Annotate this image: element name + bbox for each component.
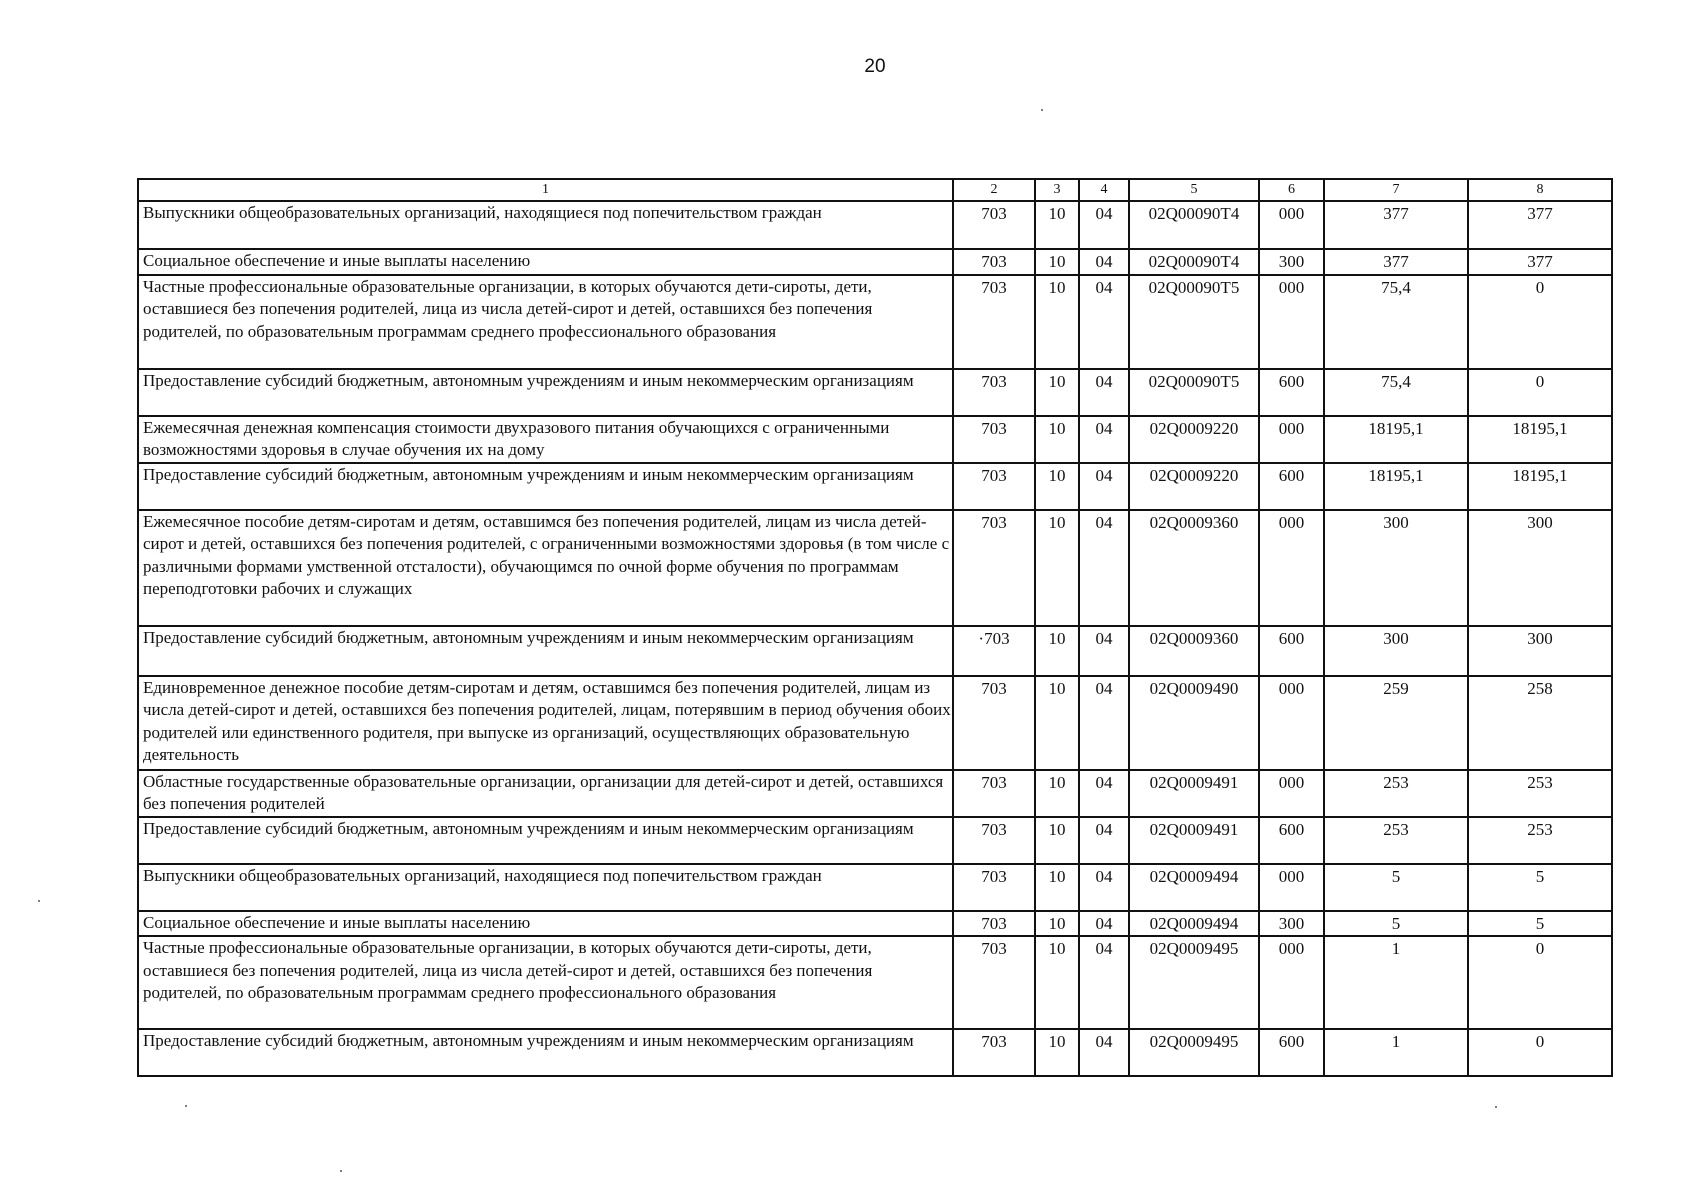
cell-value: 18195,1 — [1324, 416, 1468, 463]
cell-value: 02Q00090T5 — [1129, 369, 1259, 416]
cell-value: 0 — [1468, 936, 1612, 1029]
item-description: Предоставление субсидий бюджетным, автономным учреждениям и иным некоммерческим организациям — [138, 369, 953, 416]
cell-value: 000 — [1259, 676, 1324, 770]
cell-value: 02Q0009491 — [1129, 770, 1259, 817]
item-description: Частные профессиональные образовательные организации, в которых обучаются дети-сироты, дети, оставшиеся без попечения родителей, лица из числа детей-сирот и детей, оставшихся без попечения родителей, по образовательным программам среднего профессионального образования — [138, 275, 953, 369]
cell-value: 600 — [1259, 1029, 1324, 1076]
cell-value: 18195,1 — [1468, 416, 1612, 463]
column-header: 1 — [138, 179, 953, 201]
cell-value: 0 — [1468, 1029, 1612, 1076]
table-row — [138, 626, 1612, 676]
item-description: Частные профессиональные образовательные организации, в которых обучаются дети-сироты, дети, оставшиеся без попечения родителей, лица из числа детей-сирот и детей, оставшихся без попечения родителей, по образовательным программам среднего профессионального образования — [138, 936, 953, 1029]
cell-value: 703 — [953, 911, 1035, 937]
page-number: 20 — [864, 56, 886, 77]
cell-value: 300 — [1468, 626, 1612, 676]
cell-value: 1 — [1324, 936, 1468, 1029]
cell-value: 377 — [1324, 201, 1468, 249]
cell-value: 75,4 — [1324, 369, 1468, 416]
scan-speck — [38, 900, 40, 902]
cell-value: 04 — [1079, 817, 1129, 864]
table-row — [138, 201, 1612, 249]
cell-value: 02Q0009494 — [1129, 864, 1259, 911]
cell-value: 02Q0009495 — [1129, 936, 1259, 1029]
cell-value: 02Q0009495 — [1129, 1029, 1259, 1076]
cell-value: 04 — [1079, 275, 1129, 369]
table-row — [138, 864, 1612, 911]
cell-value: 703 — [953, 936, 1035, 1029]
cell-value: 75,4 — [1324, 275, 1468, 369]
cell-value: 04 — [1079, 864, 1129, 911]
table-header-row — [138, 179, 1612, 201]
item-description: Ежемесячное пособие детям-сиротам и детям, оставшимся без попечения родителей, лицам из числа детей-сирот и детей, оставшихся без попечения родителей, с ограниченными возможностями здоровья (в том числе с различными формами умственной отсталости), обучающимся по очной форме обучения по программам переподготовки рабочих и служащих — [138, 510, 953, 626]
scan-speck — [340, 1170, 342, 1172]
item-description: Единовременное денежное пособие детям-сиротам и детям, оставшимся без попечения родителей, лицам из числа детей-сирот и детей, оставшихся без попечения родителей, лицам, потерявшим в период обучения обоих родителей или единственного родителя, при выпуске из организаций, осуществляющих образовательную деятельность — [138, 676, 953, 770]
cell-value: 10 — [1035, 416, 1079, 463]
cell-value: 703 — [953, 201, 1035, 249]
cell-value: 000 — [1259, 864, 1324, 911]
cell-value: 253 — [1468, 770, 1612, 817]
cell-value: 02Q0009491 — [1129, 817, 1259, 864]
scan-speck — [1495, 1106, 1497, 1108]
cell-value: 18195,1 — [1468, 463, 1612, 510]
cell-value: 000 — [1259, 510, 1324, 626]
cell-value: 10 — [1035, 864, 1079, 911]
cell-value: 10 — [1035, 626, 1079, 676]
column-header: 6 — [1259, 179, 1324, 201]
table-row — [138, 510, 1612, 626]
cell-value: 000 — [1259, 275, 1324, 369]
cell-value: 5 — [1468, 911, 1612, 937]
cell-value: 300 — [1468, 510, 1612, 626]
cell-value: 259 — [1324, 676, 1468, 770]
table-row — [138, 369, 1612, 416]
cell-value: 10 — [1035, 1029, 1079, 1076]
cell-value: 703 — [953, 676, 1035, 770]
cell-value: 253 — [1324, 770, 1468, 817]
cell-value: 10 — [1035, 510, 1079, 626]
scan-speck — [1041, 109, 1043, 111]
cell-value: 10 — [1035, 817, 1079, 864]
item-description: Выпускники общеобразовательных организаций, находящиеся под попечительством граждан — [138, 201, 953, 249]
cell-value: 10 — [1035, 249, 1079, 275]
column-header: 7 — [1324, 179, 1468, 201]
cell-value: 5 — [1324, 864, 1468, 911]
cell-value: 02Q00090T4 — [1129, 249, 1259, 275]
cell-value: 0 — [1468, 369, 1612, 416]
cell-value: 18195,1 — [1324, 463, 1468, 510]
cell-value: 600 — [1259, 369, 1324, 416]
cell-value: 258 — [1468, 676, 1612, 770]
cell-value: 703 — [953, 510, 1035, 626]
cell-value: 377 — [1468, 249, 1612, 275]
cell-value: 703 — [953, 416, 1035, 463]
cell-value: 377 — [1468, 201, 1612, 249]
column-header: 8 — [1468, 179, 1612, 201]
cell-value: 10 — [1035, 201, 1079, 249]
cell-value: 600 — [1259, 817, 1324, 864]
cell-value: 600 — [1259, 463, 1324, 510]
cell-value: 300 — [1259, 249, 1324, 275]
item-description: Областные государственные образовательные организации, организации для детей-сирот и детей, оставшихся без попечения родителей — [138, 770, 953, 817]
cell-value: 02Q0009494 — [1129, 911, 1259, 937]
cell-value: 703 — [953, 463, 1035, 510]
item-description: Ежемесячная денежная компенсация стоимости двухразового питания обучающихся с ограниченными возможностями здоровья в случае обучения их на дому — [138, 416, 953, 463]
scan-speck — [185, 1105, 187, 1107]
cell-value: 04 — [1079, 463, 1129, 510]
cell-value: 703 — [953, 275, 1035, 369]
cell-value: 02Q0009360 — [1129, 510, 1259, 626]
cell-value: 02Q0009220 — [1129, 416, 1259, 463]
table-row — [138, 676, 1612, 770]
item-description: Предоставление субсидий бюджетным, автономным учреждениям и иным некоммерческим организациям — [138, 626, 953, 676]
cell-value: 04 — [1079, 911, 1129, 937]
cell-value: 5 — [1468, 864, 1612, 911]
cell-value: 0 — [1468, 275, 1612, 369]
table-row — [138, 817, 1612, 864]
cell-value: 02Q0009360 — [1129, 626, 1259, 676]
cell-value: 10 — [1035, 770, 1079, 817]
cell-value: 703 — [953, 1029, 1035, 1076]
column-header: 2 — [953, 179, 1035, 201]
cell-value: 1 — [1324, 1029, 1468, 1076]
cell-value: 600 — [1259, 626, 1324, 676]
table-row — [138, 416, 1612, 463]
cell-value: ·703 — [953, 626, 1035, 676]
column-header: 5 — [1129, 179, 1259, 201]
cell-value: 04 — [1079, 416, 1129, 463]
item-description: Предоставление субсидий бюджетным, автономным учреждениям и иным некоммерческим организациям — [138, 1029, 953, 1076]
cell-value: 300 — [1259, 911, 1324, 937]
cell-value: 703 — [953, 369, 1035, 416]
cell-value: 703 — [953, 770, 1035, 817]
cell-value: 02Q00090T4 — [1129, 201, 1259, 249]
item-description: Выпускники общеобразовательных организаций, находящиеся под попечительством граждан — [138, 864, 953, 911]
cell-value: 04 — [1079, 1029, 1129, 1076]
table-row — [138, 770, 1612, 817]
cell-value: 000 — [1259, 936, 1324, 1029]
cell-value: 02Q0009220 — [1129, 463, 1259, 510]
table-row — [138, 463, 1612, 510]
column-header: 3 — [1035, 179, 1079, 201]
cell-value: 300 — [1324, 626, 1468, 676]
cell-value: 703 — [953, 249, 1035, 275]
table-row — [138, 1029, 1612, 1076]
cell-value: 04 — [1079, 676, 1129, 770]
cell-value: 253 — [1468, 817, 1612, 864]
item-description: Социальное обеспечение и иные выплаты населению — [138, 911, 953, 937]
budget-table — [137, 178, 1613, 1077]
cell-value: 04 — [1079, 770, 1129, 817]
cell-value: 10 — [1035, 463, 1079, 510]
cell-value: 10 — [1035, 275, 1079, 369]
cell-value: 253 — [1324, 817, 1468, 864]
table-row — [138, 911, 1612, 937]
table-row — [138, 249, 1612, 275]
cell-value: 04 — [1079, 201, 1129, 249]
column-header: 4 — [1079, 179, 1129, 201]
item-description: Социальное обеспечение и иные выплаты населению — [138, 249, 953, 275]
cell-value: 5 — [1324, 911, 1468, 937]
cell-value: 703 — [953, 864, 1035, 911]
cell-value: 10 — [1035, 676, 1079, 770]
cell-value: 04 — [1079, 626, 1129, 676]
item-description: Предоставление субсидий бюджетным, автономным учреждениям и иным некоммерческим организациям — [138, 817, 953, 864]
cell-value: 04 — [1079, 369, 1129, 416]
item-description: Предоставление субсидий бюджетным, автономным учреждениям и иным некоммерческим организациям — [138, 463, 953, 510]
cell-value: 04 — [1079, 510, 1129, 626]
cell-value: 10 — [1035, 369, 1079, 416]
cell-value: 000 — [1259, 770, 1324, 817]
cell-value: 10 — [1035, 911, 1079, 937]
cell-value: 04 — [1079, 249, 1129, 275]
cell-value: 377 — [1324, 249, 1468, 275]
table-row — [138, 936, 1612, 1029]
cell-value: 04 — [1079, 936, 1129, 1029]
table-row — [138, 275, 1612, 369]
cell-value: 02Q00090T5 — [1129, 275, 1259, 369]
cell-value: 02Q0009490 — [1129, 676, 1259, 770]
cell-value: 000 — [1259, 416, 1324, 463]
cell-value: 000 — [1259, 201, 1324, 249]
cell-value: 300 — [1324, 510, 1468, 626]
cell-value: 10 — [1035, 936, 1079, 1029]
cell-value: 703 — [953, 817, 1035, 864]
